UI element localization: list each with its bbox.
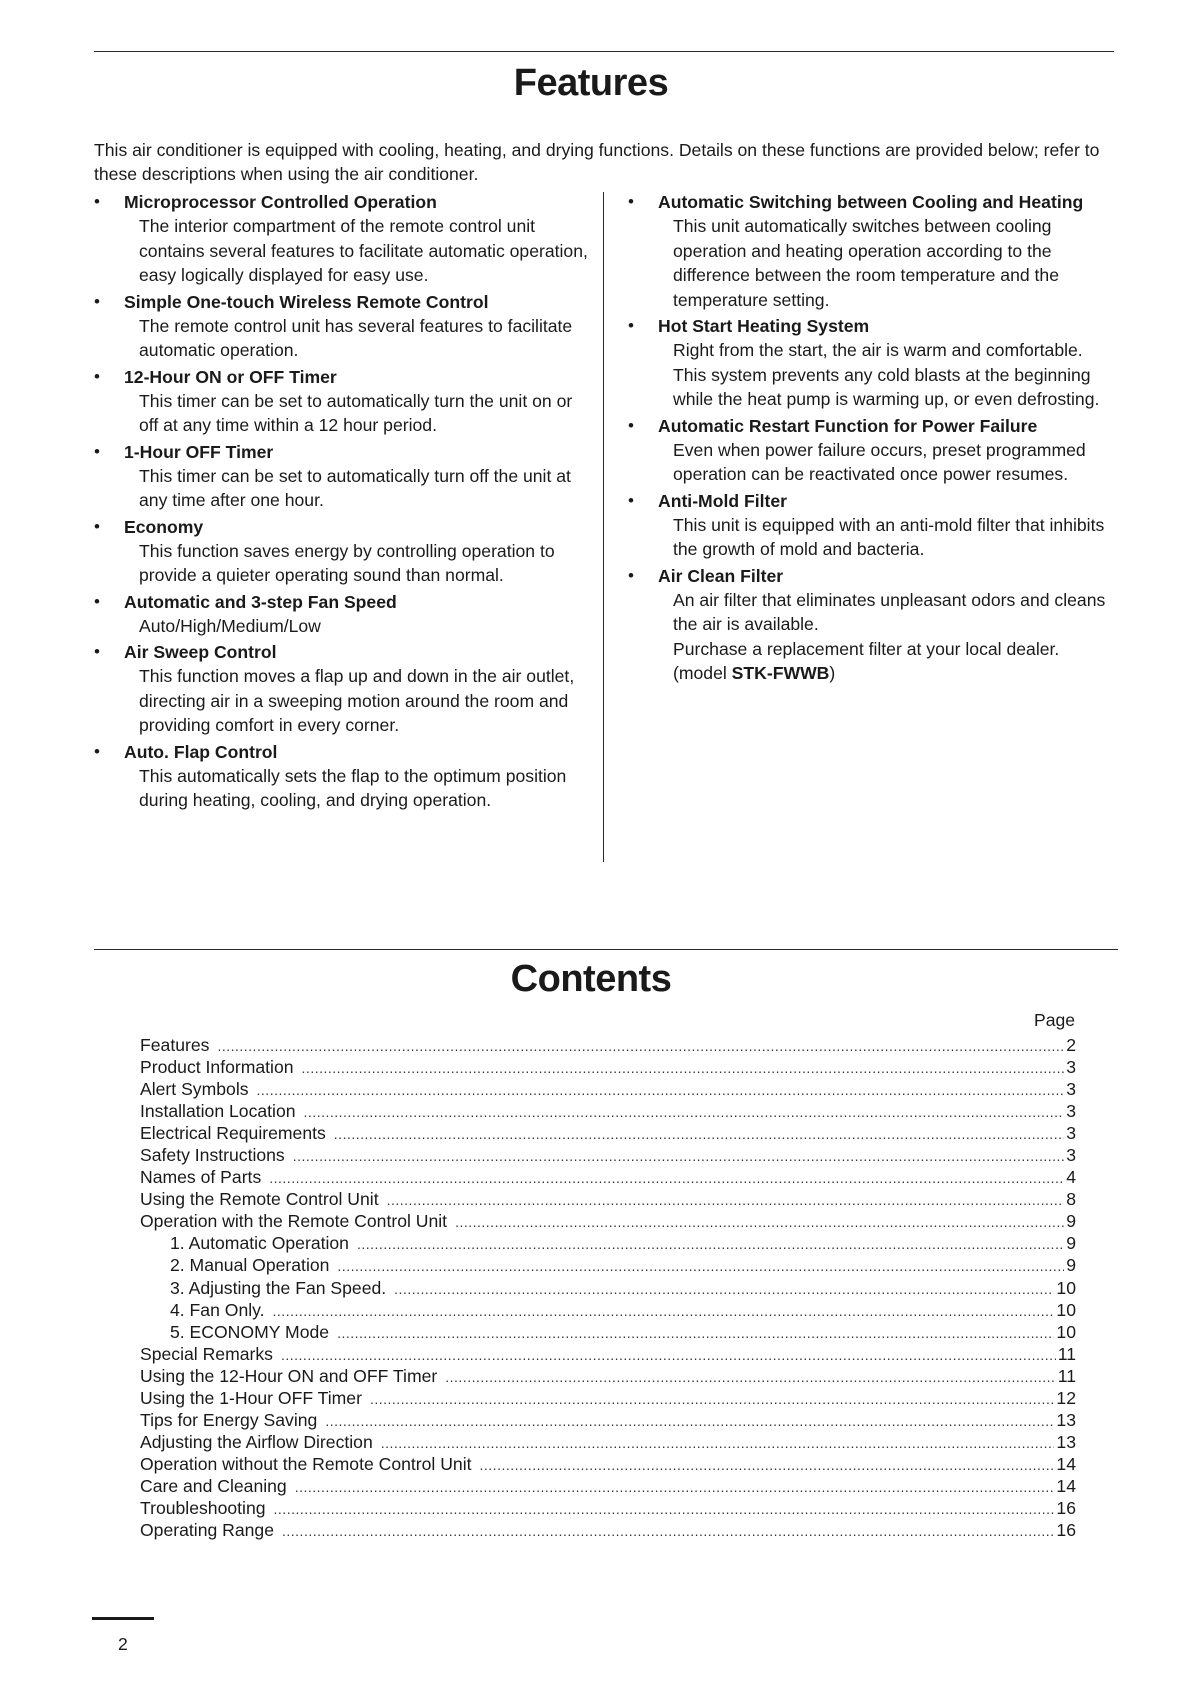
model-suffix: ): [829, 663, 836, 683]
column-divider: [603, 192, 604, 862]
toc-leader-dots: [304, 1101, 1065, 1123]
toc-entry: [140, 1343, 1076, 1365]
toc-leader-dots: [295, 1476, 1055, 1498]
toc-entry: [140, 1078, 1076, 1100]
toc-leader-dots: [269, 1167, 1064, 1189]
toc-leader-dots: [387, 1189, 1065, 1211]
feature-item: [94, 440, 594, 513]
contents-title: Contents: [510, 958, 672, 1000]
toc-entry-page: 16: [1056, 1497, 1076, 1518]
toc-leader-dots: [394, 1278, 1054, 1300]
feature-title: Automatic Restart Function for Power Failure: [658, 415, 1038, 436]
toc-entry-page: 2: [1066, 1035, 1076, 1055]
toc-entry: [140, 1519, 1076, 1541]
toc-entry-label: 5. ECONOMY Mode: [170, 1321, 330, 1342]
feature-description: This unit is equipped with an anti-mold filter that inhibits the growth of mold and bacteria.: [673, 514, 1105, 559]
toc-leader-dots: [337, 1322, 1054, 1344]
feature-description: The remote control unit has several features to facilitate automatic operation.: [139, 315, 573, 360]
toc-entry-label: Features: [140, 1035, 210, 1055]
toc-entry: [140, 1232, 1076, 1254]
toc-entry: [140, 1431, 1076, 1453]
feature-title: Simple One-touch Wireless Remote Control: [124, 291, 489, 312]
feature-description-extra: Purchase a replacement filter at your local dealer.: [673, 638, 1060, 659]
feature-title: Air Clean Filter: [658, 565, 784, 586]
feature-title: Automatic Switching between Cooling and Heating: [658, 192, 1084, 212]
toc-entry-page: 9: [1066, 1211, 1076, 1232]
toc-entry-page: 13: [1056, 1409, 1076, 1430]
feature-title: Microprocessor Controlled Operation: [124, 192, 437, 212]
toc-entry-label: 4. Fan Only.: [170, 1299, 265, 1320]
toc-entry-page: 10: [1056, 1277, 1076, 1298]
model-number: STK-FWWB: [731, 663, 830, 683]
model-prefix: (model: [673, 663, 732, 683]
bullet-icon: •: [94, 516, 100, 536]
toc-entry-label: Installation Location: [140, 1101, 296, 1122]
toc-entry-page: 3: [1066, 1057, 1076, 1078]
toc-entry: [140, 1034, 1076, 1056]
feature-title: Anti-Mold Filter: [658, 490, 787, 511]
toc-leader-dots: [274, 1498, 1055, 1520]
toc-entry: [140, 1365, 1076, 1387]
toc-leader-dots: [257, 1079, 1065, 1101]
toc-entry: [140, 1122, 1076, 1144]
toc-entry-page: 11: [1057, 1365, 1076, 1386]
toc-leader-dots: [455, 1211, 1064, 1233]
feature-item: [94, 515, 594, 588]
toc-entry-label: Operation without the Remote Control Unit: [140, 1453, 472, 1474]
toc-leader-dots: [445, 1366, 1055, 1388]
feature-item: [628, 489, 1118, 562]
feature-description: This function saves energy by controlling operation to provide a quieter operating sound than normal.: [139, 540, 555, 585]
toc-entry-page: 13: [1056, 1431, 1076, 1452]
toc-entry-label: Using the 12-Hour ON and OFF Timer: [140, 1365, 438, 1386]
toc-entry-label: Troubleshooting: [140, 1497, 266, 1518]
feature-item: [94, 365, 594, 438]
page-number-bar: [92, 1617, 154, 1620]
page-number: 2: [118, 1634, 128, 1654]
toc-entry-page: 9: [1066, 1255, 1076, 1276]
toc-entry-page: 10: [1056, 1299, 1076, 1320]
contents-rule: [94, 949, 1118, 950]
feature-description: This function moves a flap up and down in the air outlet, directing air in a sweeping motion around the room and providing comfort in every corner.: [139, 666, 575, 735]
features-intro: This air conditioner is equipped with cooling, heating, and drying functions. Details on these functions are provided below; refer to these descriptions when using the air conditioner.: [94, 140, 1100, 184]
bullet-icon: •: [94, 741, 100, 761]
toc-leader-dots: [337, 1255, 1064, 1277]
toc-entry: [140, 1188, 1076, 1210]
bullet-icon: •: [628, 490, 634, 510]
toc-entry: [140, 1277, 1076, 1299]
toc-entry: [140, 1144, 1076, 1166]
bullet-icon: •: [628, 415, 634, 435]
toc-entry-page: 3: [1066, 1079, 1076, 1100]
toc-entry: [140, 1166, 1076, 1188]
bullet-icon: •: [94, 591, 100, 611]
toc-leader-dots: [357, 1233, 1064, 1255]
toc-leader-dots: [282, 1520, 1054, 1542]
toc-entry: [140, 1497, 1076, 1519]
features-right-column: [628, 190, 1118, 688]
feature-description: An air filter that eliminates unpleasant odors and cleans the air is available.: [673, 589, 1106, 634]
toc-entry: [140, 1056, 1076, 1078]
toc-entry-label: Care and Cleaning: [140, 1475, 287, 1496]
toc-entry-label: Alert Symbols: [140, 1079, 249, 1100]
bullet-icon: •: [94, 291, 100, 311]
toc-entry-label: Operation with the Remote Control Unit: [140, 1211, 448, 1232]
feature-item: [94, 290, 594, 363]
toc-entry-page: 3: [1066, 1101, 1076, 1122]
feature-description: The interior compartment of the remote control unit contains several features to facilitate automatic operation, easy logically displayed for easy use.: [139, 216, 588, 285]
feature-item: [628, 564, 1118, 686]
feature-description: Even when power failure occurs, preset programmed operation can be reactivated once power resumes.: [673, 439, 1086, 484]
features-title: Features: [513, 62, 669, 104]
bullet-icon: •: [628, 565, 634, 585]
toc-entry-page: 14: [1056, 1453, 1076, 1474]
toc-entry: [140, 1387, 1076, 1409]
feature-title: 1-Hour OFF Timer: [124, 441, 274, 462]
toc-entry-page: 16: [1056, 1520, 1076, 1541]
feature-description: Right from the start, the air is warm and comfortable. This system prevents any cold blasts at the beginning while the heat pump is warming up, or even defrosting.: [673, 340, 1100, 409]
toc-entry-label: Adjusting the Airflow Direction: [140, 1431, 373, 1452]
toc-entry-label: Using the Remote Control Unit: [140, 1189, 379, 1210]
feature-item: [94, 590, 594, 639]
feature-description: This unit automatically switches between cooling operation and heating operation according to the difference between the room temperature and the temperature setting.: [673, 216, 1060, 310]
feature-description: This timer can be set to automatically turn the unit on or off at any time within a 12 hour period.: [139, 390, 573, 435]
toc-entry-page: 10: [1056, 1321, 1076, 1342]
toc-entry-label: Tips for Energy Saving: [140, 1409, 318, 1430]
table-of-contents: [140, 1034, 1076, 1541]
feature-item: [628, 190, 1118, 312]
model-line: [658, 661, 1118, 686]
toc-leader-dots: [334, 1123, 1064, 1145]
feature-title: Automatic and 3-step Fan Speed: [124, 591, 397, 612]
toc-entry-label: 3. Adjusting the Fan Speed.: [170, 1277, 387, 1298]
toc-leader-dots: [302, 1057, 1065, 1079]
toc-leader-dots: [480, 1454, 1055, 1476]
toc-entry: [140, 1321, 1076, 1343]
bullet-icon: •: [628, 316, 634, 335]
top-rule: [94, 51, 1114, 52]
toc-entry-page: 11: [1057, 1343, 1076, 1364]
toc-entry-label: Electrical Requirements: [140, 1123, 326, 1144]
toc-entry-page: 12: [1056, 1387, 1076, 1408]
bullet-icon: •: [94, 441, 100, 461]
toc-entry-label: 2. Manual Operation: [170, 1255, 330, 1276]
toc-leader-dots: [381, 1432, 1055, 1454]
toc-leader-dots: [217, 1035, 1064, 1057]
toc-page-heading: Page: [1034, 1010, 1076, 1030]
feature-description: This automatically sets the flap to the optimum position during heating, cooling, and drying operation.: [139, 765, 567, 810]
bullet-icon: •: [94, 192, 100, 211]
toc-leader-dots: [370, 1388, 1054, 1410]
toc-entry-label: Safety Instructions: [140, 1145, 285, 1166]
toc-entry-page: 4: [1066, 1167, 1076, 1188]
toc-entry-label: Special Remarks: [140, 1343, 273, 1364]
toc-entry-page: 8: [1066, 1189, 1076, 1210]
toc-entry: [140, 1100, 1076, 1122]
toc-leader-dots: [325, 1410, 1054, 1432]
feature-item: [94, 640, 594, 738]
bullet-icon: •: [94, 366, 100, 386]
toc-entry-page: 3: [1066, 1145, 1076, 1166]
feature-title: Air Sweep Control: [124, 642, 277, 662]
toc-entry: [140, 1475, 1076, 1497]
feature-description: This timer can be set to automatically turn off the unit at any time after one hour.: [139, 465, 571, 510]
toc-entry-label: Operating Range: [140, 1520, 274, 1541]
toc-leader-dots: [293, 1145, 1064, 1167]
toc-entry-page: 14: [1056, 1475, 1076, 1496]
bullet-icon: •: [94, 642, 100, 661]
feature-item: [628, 414, 1118, 487]
toc-leader-dots: [273, 1300, 1055, 1322]
toc-entry: [140, 1299, 1076, 1321]
toc-entry-label: 1. Automatic Operation: [170, 1233, 349, 1254]
feature-title: Hot Start Heating System: [658, 316, 870, 336]
feature-item: [94, 740, 594, 813]
toc-entry: [140, 1453, 1076, 1475]
toc-entry-label: Names of Parts: [140, 1167, 262, 1188]
toc-entry-label: Using the 1-Hour OFF Timer: [140, 1387, 362, 1408]
toc-entry: [140, 1210, 1076, 1232]
feature-description: Auto/High/Medium/Low: [139, 615, 321, 636]
toc-entry-page: 3: [1066, 1123, 1076, 1144]
bullet-icon: •: [628, 192, 634, 211]
feature-item: [628, 314, 1118, 412]
feature-title: Economy: [124, 516, 204, 537]
toc-leader-dots: [281, 1344, 1056, 1366]
feature-title: Auto. Flap Control: [124, 741, 278, 762]
toc-entry-label: Product Information: [140, 1057, 294, 1078]
feature-item: [94, 190, 594, 288]
toc-entry: [140, 1254, 1076, 1276]
feature-title: 12-Hour ON or OFF Timer: [124, 366, 337, 387]
features-left-column: [94, 190, 594, 815]
toc-entry: [140, 1409, 1076, 1431]
toc-entry-page: 9: [1066, 1233, 1076, 1254]
